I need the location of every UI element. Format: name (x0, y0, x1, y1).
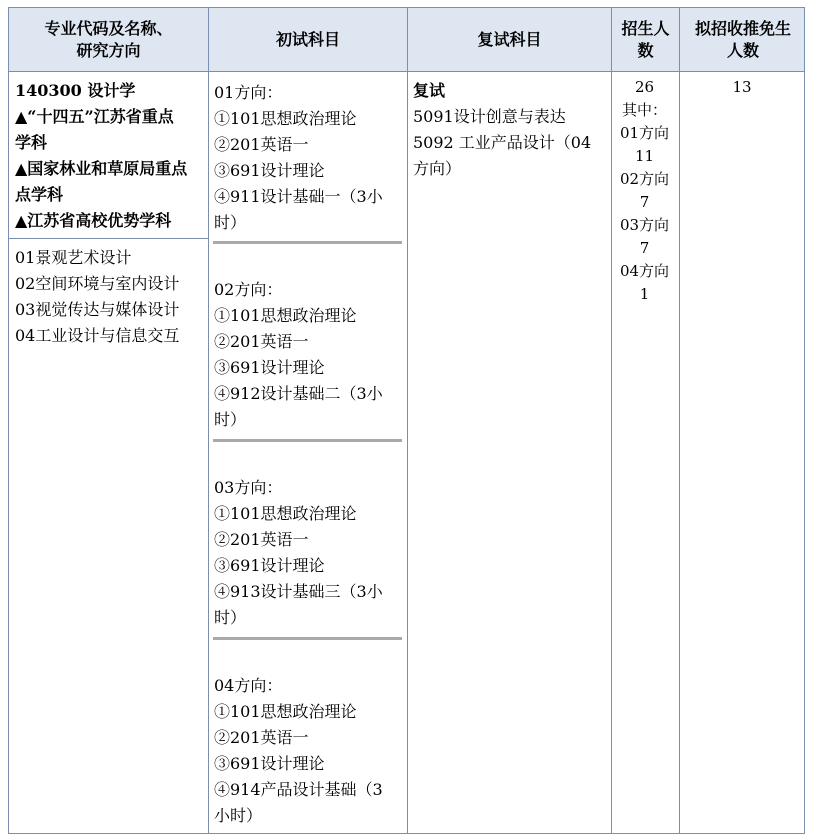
major-note: 学科 (15, 133, 48, 152)
exam-subject: ①101思想政治理论 (214, 306, 357, 325)
major-cell (15, 78, 205, 234)
col-divider (208, 8, 209, 833)
direction-item: 01景观艺术设计 (15, 248, 132, 267)
header-major: 专业代码及名称、 研究方向 (44, 18, 173, 60)
exam-subject: ①101思想政治理论 (214, 504, 357, 523)
exam-subject: 小时） (214, 806, 263, 825)
exam-subject: ③691设计理论 (214, 754, 325, 773)
exam-subject: ③691设计理论 (214, 358, 325, 377)
header-recommended: 拟招收推免生 人数 (694, 18, 791, 60)
major-note: 点学科 (15, 185, 64, 204)
enrollment-cell (611, 76, 678, 306)
header-enrollment: 招生人 数 (621, 18, 670, 60)
col-divider (407, 8, 408, 833)
exam-block-04 (214, 673, 402, 829)
exam-separator (213, 439, 402, 442)
retest-title: 复试 (413, 81, 446, 100)
enrollment-line: 7 (639, 193, 650, 211)
exam-subject: ②201英语一 (214, 530, 309, 549)
exam-direction-title: 04方向： (214, 676, 283, 695)
col-divider (679, 8, 680, 833)
enrollment-line: 7 (639, 239, 650, 257)
exam-subject: 时） (214, 213, 247, 232)
retest-subject: 5091设计创意与表达 (413, 107, 566, 126)
direction-item: 03视觉传达与媒体设计 (15, 300, 180, 319)
enrollment-total: 26 (634, 78, 655, 96)
exam-direction-title: 02方向： (214, 280, 283, 299)
exam-block-01 (214, 80, 402, 236)
exam-direction-title: 03方向： (214, 478, 283, 497)
enrollment-line: 1 (639, 285, 650, 303)
exam-subject: ③691设计理论 (214, 161, 325, 180)
major-code-name: 140300 设计学 (15, 81, 136, 100)
retest-subject: 方向） (413, 159, 462, 178)
exam-subject: ④914产品设计基础（3 (214, 780, 383, 799)
exam-subject: ①101思想政治理论 (214, 702, 357, 721)
direction-item: 04工业设计与信息交互 (15, 326, 180, 345)
major-divider (9, 238, 208, 239)
exam-subject: ③691设计理论 (214, 556, 325, 575)
exam-subject: ②201英语一 (214, 135, 309, 154)
exam-subject: 时） (214, 608, 247, 627)
exam-direction-title: 01方向： (214, 83, 283, 102)
recommended-cell (679, 76, 805, 99)
enrollment-line: 03方向 (619, 216, 670, 234)
exam-subject: ①101思想政治理论 (214, 109, 357, 128)
exam-subject: ④913设计基础三（3小 (214, 582, 383, 601)
retest-subject: 5092 工业产品设计（04 (413, 133, 592, 152)
major-note: ▲国家林业和草原局重点 (15, 159, 188, 178)
exam-subject: ④912设计基础二（3小 (214, 384, 383, 403)
exam-subject: ②201英语一 (214, 332, 309, 351)
major-note: ▲江苏省高校优势学科 (15, 211, 172, 230)
major-note: ▲“十四五”江苏省重点 (15, 107, 174, 126)
enrollment-line: 01方向 (619, 124, 670, 142)
exam-block-02 (214, 277, 402, 433)
exam-separator (213, 241, 402, 244)
enrollment-line: 其中： (621, 101, 667, 119)
header-retest: 复试科目 (477, 29, 542, 49)
direction-item: 02空间环境与室内设计 (15, 274, 180, 293)
exam-subject: 时） (214, 410, 247, 429)
enrollment-line: 02方向 (619, 170, 670, 188)
enrollment-line: 11 (634, 147, 655, 165)
exam-subject: ④911设计基础一（3小 (214, 187, 383, 206)
directions-cell (15, 245, 205, 349)
retest-cell (413, 78, 607, 182)
exam-subject: ②201英语一 (214, 728, 309, 747)
exam-separator (213, 637, 402, 640)
header-initial-exam: 初试科目 (275, 29, 340, 49)
exam-block-03 (214, 475, 402, 631)
recommended-count: 13 (732, 78, 752, 96)
enrollment-line: 04方向 (619, 262, 670, 280)
